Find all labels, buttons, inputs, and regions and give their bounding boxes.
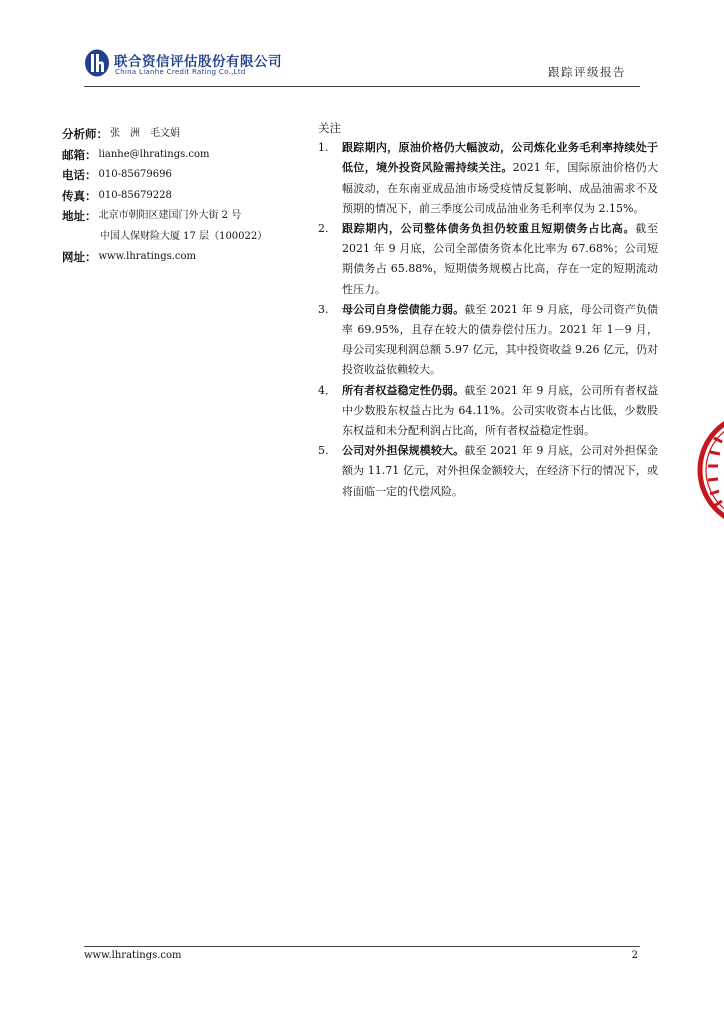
concern-number: 2. <box>318 222 329 236</box>
page-header <box>84 44 640 84</box>
concern-number: 5. <box>318 444 329 458</box>
concerns-heading: 关注 <box>318 121 341 135</box>
phone-row <box>62 165 292 186</box>
company-name-cn: 联合资信评估股份有限公司 <box>114 54 282 70</box>
concern-title: 跟踪期内，原油价格仍大幅波动，公司炼化业务毛利率持续处于低位，境外投资风险需持续关注。 <box>342 141 658 175</box>
website-row <box>62 247 292 268</box>
fax-value: 010-85679228 <box>98 189 172 201</box>
analyst-label: 分析师： <box>62 127 108 141</box>
concern-number: 4． <box>318 383 336 397</box>
analyst-row <box>62 124 292 145</box>
concern-title: 母公司自身偿债能力弱。 <box>342 302 465 316</box>
concern-title: 所有者权益稳定性仍弱。 <box>342 383 465 397</box>
address-line-1: 北京市朝阳区建国门外大街 2 号 <box>98 210 242 221</box>
email-label: 邮箱： <box>62 147 97 162</box>
concern-title: 公司对外担保规模较大。 <box>342 444 465 458</box>
report-type: 跟踪评级报告 <box>548 65 626 79</box>
company-seal-icon <box>690 400 724 540</box>
concern-body: 截至 2021 年 9 月底，公司所有者权益中少数股东权益占比为 64.11%。公司实收资本占比低，少数股东权益和未分配利润占比高，所有者权益稳定性弱。 <box>342 383 658 438</box>
concern-body: 截至 2021 年 9 月底，公司全部债务资本化比率为 67.68%；公司短期债务占 65.88%，短期债务规模占比高，存在一定的短期流动性压力。 <box>342 222 659 296</box>
website-value[interactable]: www.lhratings.com <box>98 251 197 262</box>
concern-body: 2021 年，国际原油价格仍大幅波动，在东南亚成品油市场受疫情反复影响、成品油需求不及预期的情况下，前三季度公司成品油业务毛利率仅为 2.15%。 <box>342 161 658 215</box>
concern-item <box>318 300 658 381</box>
email-row <box>62 145 292 166</box>
concern-item <box>318 381 658 442</box>
fax-label: 传真： <box>62 188 97 203</box>
footer-website[interactable]: www.lhratings.com <box>84 950 182 961</box>
footer-divider <box>84 946 640 947</box>
website-label: 网址： <box>62 250 97 264</box>
concerns-list <box>318 138 658 502</box>
concern-body: 截至 2021 年 9 月底，母公司资产负债率 69.95%，且存在较大的债券偿付压力。2021 年 1－9 月，母公司实现利润总额 5.97 亿元，其中投资收益 9.26 亿元，仍对投资收益依赖较大。 <box>342 302 658 377</box>
fax-row <box>62 186 292 207</box>
address-line-2: 中国人保财险大厦 17 层（100022） <box>100 230 268 242</box>
header-divider <box>84 86 640 87</box>
address-label: 地址： <box>62 209 97 223</box>
email-value[interactable]: lianhe@lhratings.com <box>98 148 210 160</box>
address-row <box>62 206 292 227</box>
page-number: 2 <box>631 950 638 961</box>
concerns-section <box>318 118 658 502</box>
concern-item <box>318 219 658 300</box>
phone-label: 电话： <box>62 168 97 182</box>
phone-value: 010-85679696 <box>98 169 172 180</box>
lianhe-logo-icon <box>84 48 110 78</box>
concern-title: 跟踪期内，公司整体债务负担仍较重且短期债务占比高。 <box>342 222 636 236</box>
concern-body: 截至 2021 年 9 月底，公司对外担保金额为 11.71 亿元，对外担保金额较大，在经济下行的情况下，或将面临一定的代偿风险。 <box>342 444 658 498</box>
company-name-en: China Lianhe Credit Rating Co.,Ltd <box>115 68 246 76</box>
analyst-value: 张 洲 毛文娟 <box>110 128 180 139</box>
concern-item <box>318 138 658 219</box>
concern-item <box>318 441 658 502</box>
concern-number: 1. <box>318 141 329 155</box>
contact-block <box>62 124 292 268</box>
concern-number: 3. <box>318 302 329 316</box>
